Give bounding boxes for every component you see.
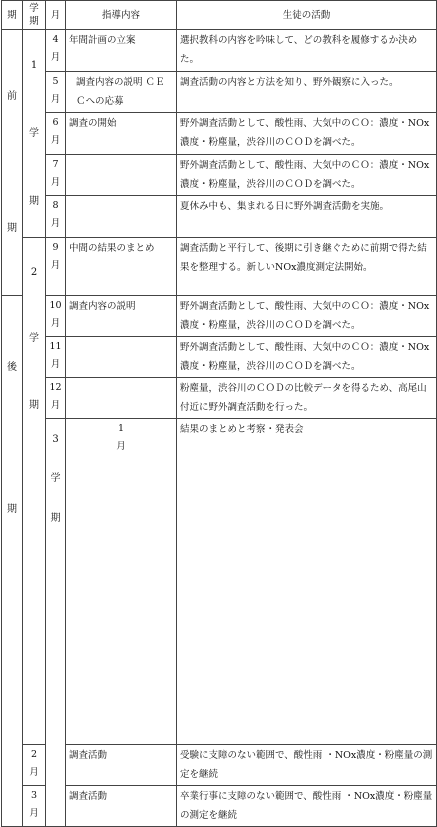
term-2-char-2: 期 bbox=[29, 400, 39, 412]
term-2-char-1: 学 bbox=[29, 333, 39, 345]
guidance-cell bbox=[66, 196, 177, 238]
table-row bbox=[2, 337, 437, 378]
header-row bbox=[2, 1, 437, 30]
term-1-number: 1 bbox=[30, 59, 38, 71]
table-row bbox=[2, 419, 437, 745]
month-cell: 5 月 bbox=[46, 71, 66, 113]
table-row bbox=[2, 30, 437, 72]
table-row bbox=[2, 196, 437, 238]
table-row bbox=[2, 378, 437, 419]
month-cell: 4 月 bbox=[46, 30, 66, 72]
semester-first-cell bbox=[2, 30, 23, 296]
table-row bbox=[2, 786, 437, 827]
month-cell: 11 月 bbox=[46, 337, 66, 378]
header-guidance: 指導内容 bbox=[66, 1, 177, 30]
activity-cell: 夏休み中も、集まれる日に野外調査活動を実施。 bbox=[177, 196, 437, 238]
activity-cell: 野外調査活動として、酸性雨、大気中のＣＯ：濃度・NOx濃度・粉塵量，渋谷川のＣＯＤを調べた。 bbox=[177, 113, 437, 155]
guidance-cell: 調査の開始 bbox=[66, 113, 177, 155]
activity-cell: 野外調査活動として、酸性雨、大気中のＣＯ：濃度・NOx濃度・粉塵量，渋谷川のＣＯＤを調べた。 bbox=[177, 337, 437, 378]
term-3-char-1: 学 bbox=[50, 473, 61, 485]
guidance-cell bbox=[66, 337, 177, 378]
term-3-number: 3 bbox=[52, 434, 59, 446]
month-cell: 7 月 bbox=[46, 154, 66, 196]
month-cell: 12 月 bbox=[46, 378, 66, 419]
month-cell: 9 月 bbox=[46, 238, 66, 296]
table-row bbox=[2, 238, 437, 296]
activity-cell: 卒業行事に支障のない範囲で、酸性雨 ・NOx濃度・粉塵量の測定を継続 bbox=[177, 786, 437, 827]
guidance-cell: 調査活動 bbox=[66, 745, 177, 786]
term-1-char-1: 学 bbox=[29, 127, 39, 139]
activity-cell: 受験に支障のない範囲で、酸性雨 ・NOx濃度・粉塵量の測定を継続 bbox=[177, 745, 437, 786]
header-term: 学期 bbox=[23, 1, 46, 30]
semester-first-char-2: 期 bbox=[7, 223, 17, 235]
guidance-cell: 調査内容の説明 bbox=[66, 296, 177, 337]
term-2-cell bbox=[23, 238, 46, 745]
activity-cell: 粉塵量，渋谷川のＣＯＤの比較データを得るため、高尾山付近に野外調査活動を行った。 bbox=[177, 378, 437, 419]
activity-cell: 調査活動と平行して、後期に引き継ぐために前期で得た結果を整理する。新しいNOx濃度測定法開始。 bbox=[177, 238, 437, 296]
table-row bbox=[2, 113, 437, 155]
table-row bbox=[2, 296, 437, 337]
header-period: 期 bbox=[2, 1, 23, 30]
table-row bbox=[2, 154, 437, 196]
semester-second-cell bbox=[2, 296, 23, 827]
semester-second-char-2: 期 bbox=[7, 504, 17, 516]
table-row bbox=[2, 71, 437, 113]
month-cell: 10 月 bbox=[46, 296, 66, 337]
term-3-char-2: 期 bbox=[50, 512, 61, 524]
activity-cell: 選択教科の内容を吟味して、どの教科を履修するか決めた。 bbox=[177, 30, 437, 72]
semester-second-char-1: 後 bbox=[7, 361, 17, 373]
term-3-cell bbox=[46, 419, 66, 827]
guidance-cell: 年間計画の立案 bbox=[66, 30, 177, 72]
month-cell: 3 月 bbox=[23, 786, 46, 827]
month-cell: 1 月 bbox=[66, 419, 177, 745]
activity-cell: 野外調査活動として、酸性雨、大気中のＣＯ：濃度・NOx濃度・粉塵量，渋谷川のＣＯＤを調べた。 bbox=[177, 296, 437, 337]
guidance-cell: 結果のまとめと考察・発表会 bbox=[177, 419, 437, 745]
activity-cell: 調査活動の内容と方法を知り、野外観察に入った。 bbox=[177, 71, 437, 113]
term-1-cell bbox=[23, 30, 46, 238]
guidance-cell: 調査内容の説明 ＣＥＣへの応募 bbox=[66, 71, 177, 113]
guidance-cell bbox=[66, 154, 177, 196]
month-cell: 2 月 bbox=[23, 745, 46, 786]
header-activity: 生徒の活動 bbox=[177, 1, 437, 30]
month-cell: 8 月 bbox=[46, 196, 66, 238]
activity-plan-table bbox=[1, 0, 437, 827]
header-month: 月 bbox=[46, 1, 66, 30]
guidance-cell bbox=[66, 378, 177, 419]
semester-first-char-1: 前 bbox=[7, 90, 17, 102]
activity-cell: 野外調査活動として、酸性雨、大気中のＣＯ：濃度・NOx濃度・粉塵量，渋谷川のＣＯＤを調べた。 bbox=[177, 154, 437, 196]
guidance-cell: 調査活動 bbox=[66, 786, 177, 827]
term-2-number: 2 bbox=[30, 266, 38, 278]
term-1-char-2: 期 bbox=[29, 196, 39, 208]
month-cell: 6 月 bbox=[46, 113, 66, 155]
guidance-cell: 中間の結果のまとめ bbox=[66, 238, 177, 296]
table-row bbox=[2, 745, 437, 786]
